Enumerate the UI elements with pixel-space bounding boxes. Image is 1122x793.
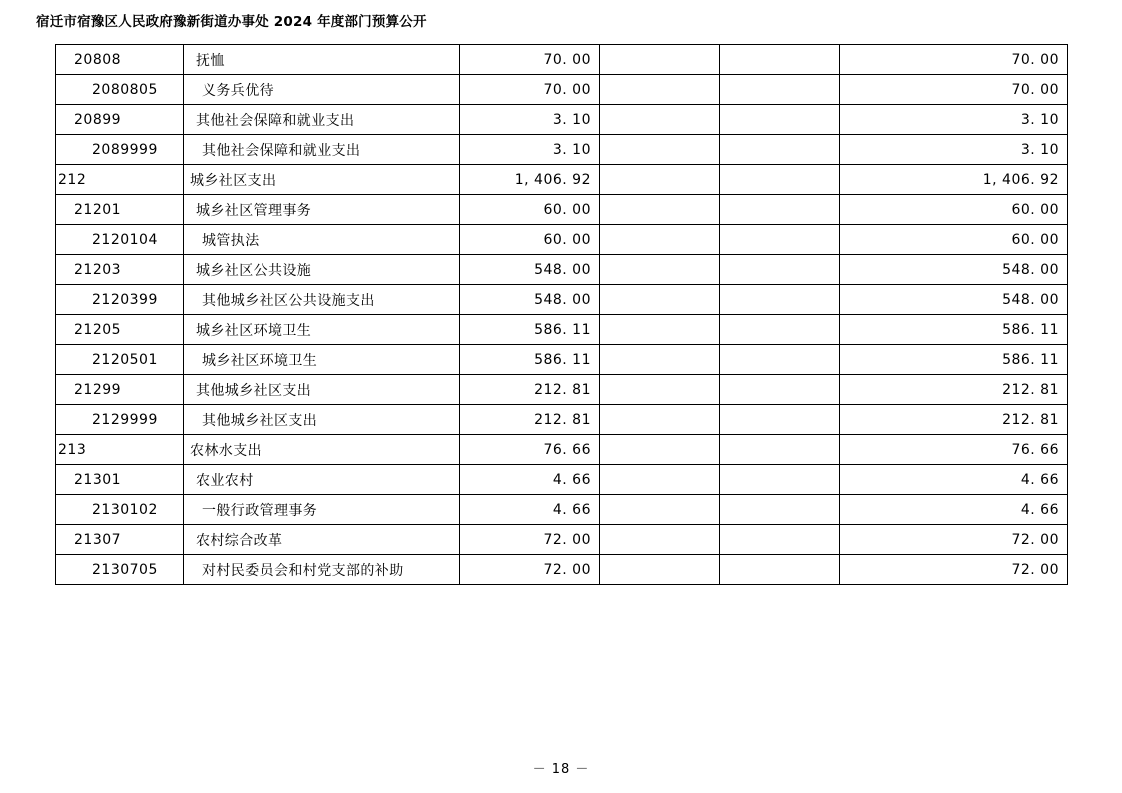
cell-amount3 [720,165,840,195]
cell-amount3 [720,375,840,405]
cell-name: 城乡社区管理事务 [184,195,460,225]
cell-amount3 [720,465,840,495]
cell-amount2 [600,75,720,105]
cell-amount1: 586. 11 [460,345,600,375]
cell-name: 农村综合改革 [184,525,460,555]
budget-table [55,44,1068,585]
cell-code: 2089999 [56,135,184,165]
cell-amount4: 548. 00 [840,285,1068,315]
cell-amount2 [600,165,720,195]
cell-amount4: 72. 00 [840,525,1068,555]
cell-amount3 [720,135,840,165]
cell-amount1: 76. 66 [460,435,600,465]
table-row [56,525,1068,555]
cell-amount4: 3. 10 [840,105,1068,135]
cell-code: 212 [56,165,184,195]
cell-name: 城管执法 [184,225,460,255]
cell-amount3 [720,225,840,255]
cell-amount4: 586. 11 [840,315,1068,345]
cell-amount1: 212. 81 [460,405,600,435]
cell-amount1: 4. 66 [460,465,600,495]
cell-amount3 [720,495,840,525]
cell-amount4: 3. 10 [840,135,1068,165]
table-row [56,105,1068,135]
table-row [56,285,1068,315]
cell-name: 农林水支出 [184,435,460,465]
cell-amount2 [600,315,720,345]
table-row [56,555,1068,585]
cell-name: 抚恤 [184,45,460,75]
cell-amount1: 60. 00 [460,225,600,255]
cell-code: 2120501 [56,345,184,375]
cell-amount4: 60. 00 [840,195,1068,225]
cell-name: 其他社会保障和就业支出 [184,135,460,165]
cell-name: 其他城乡社区公共设施支出 [184,285,460,315]
cell-code: 2130705 [56,555,184,585]
table-row [56,315,1068,345]
cell-amount2 [600,285,720,315]
cell-code: 20899 [56,105,184,135]
cell-amount1: 1, 406. 92 [460,165,600,195]
cell-amount3 [720,45,840,75]
cell-name: 城乡社区环境卫生 [184,315,460,345]
cell-amount3 [720,105,840,135]
cell-amount2 [600,345,720,375]
cell-name: 其他城乡社区支出 [184,405,460,435]
table-row [56,405,1068,435]
cell-amount3 [720,75,840,105]
cell-name: 城乡社区公共设施 [184,255,460,285]
cell-amount3 [720,285,840,315]
table-row [56,345,1068,375]
cell-amount2 [600,195,720,225]
cell-code: 213 [56,435,184,465]
cell-amount3 [720,555,840,585]
cell-amount2 [600,435,720,465]
cell-amount4: 60. 00 [840,225,1068,255]
cell-amount4: 586. 11 [840,345,1068,375]
table-row [56,195,1068,225]
table-row [56,45,1068,75]
cell-code: 21299 [56,375,184,405]
cell-code: 21201 [56,195,184,225]
cell-amount4: 4. 66 [840,495,1068,525]
cell-amount2 [600,465,720,495]
cell-amount2 [600,375,720,405]
cell-code: 21307 [56,525,184,555]
cell-amount1: 4. 66 [460,495,600,525]
cell-code: 2080805 [56,75,184,105]
cell-code: 2130102 [56,495,184,525]
cell-name: 其他城乡社区支出 [184,375,460,405]
cell-amount2 [600,255,720,285]
cell-amount4: 76. 66 [840,435,1068,465]
cell-amount1: 72. 00 [460,555,600,585]
cell-amount1: 3. 10 [460,135,600,165]
cell-amount3 [720,525,840,555]
cell-code: 2120104 [56,225,184,255]
table-row [56,165,1068,195]
page-number: － 18 － [532,762,590,777]
cell-code: 21203 [56,255,184,285]
cell-name: 义务兵优待 [184,75,460,105]
cell-amount4: 212. 81 [840,375,1068,405]
cell-amount2 [600,225,720,255]
table-row [56,495,1068,525]
cell-code: 2120399 [56,285,184,315]
cell-amount1: 72. 00 [460,525,600,555]
cell-amount2 [600,105,720,135]
cell-name: 其他社会保障和就业支出 [184,105,460,135]
cell-amount1: 586. 11 [460,315,600,345]
cell-amount4: 1, 406. 92 [840,165,1068,195]
cell-amount3 [720,315,840,345]
budget-table-body [56,45,1068,585]
cell-amount3 [720,195,840,225]
cell-amount2 [600,135,720,165]
table-row [56,375,1068,405]
cell-amount4: 70. 00 [840,45,1068,75]
cell-name: 对村民委员会和村党支部的补助 [184,555,460,585]
cell-code: 21205 [56,315,184,345]
cell-amount3 [720,345,840,375]
cell-amount2 [600,495,720,525]
cell-amount1: 70. 00 [460,45,600,75]
cell-amount4: 4. 66 [840,465,1068,495]
cell-amount1: 60. 00 [460,195,600,225]
table-row [56,135,1068,165]
cell-amount1: 3. 10 [460,105,600,135]
cell-amount1: 70. 00 [460,75,600,105]
table-row [56,465,1068,495]
cell-code: 20808 [56,45,184,75]
cell-amount2 [600,555,720,585]
cell-name: 一般行政管理事务 [184,495,460,525]
cell-amount3 [720,255,840,285]
cell-name: 城乡社区支出 [184,165,460,195]
cell-amount1: 548. 00 [460,285,600,315]
cell-amount2 [600,45,720,75]
table-row [56,75,1068,105]
table-row [56,435,1068,465]
cell-amount1: 548. 00 [460,255,600,285]
cell-amount3 [720,435,840,465]
cell-amount4: 548. 00 [840,255,1068,285]
cell-amount3 [720,405,840,435]
table-row [56,225,1068,255]
cell-amount2 [600,525,720,555]
cell-amount1: 212. 81 [460,375,600,405]
cell-name: 城乡社区环境卫生 [184,345,460,375]
table-row [56,255,1068,285]
budget-table-container [55,44,1067,585]
cell-amount4: 212. 81 [840,405,1068,435]
cell-name: 农业农村 [184,465,460,495]
cell-code: 2129999 [56,405,184,435]
cell-code: 21301 [56,465,184,495]
cell-amount4: 70. 00 [840,75,1068,105]
page-title: 宿迁市宿豫区人民政府豫新街道办事处 2024 年度部门预算公开 [36,14,427,30]
cell-amount2 [600,405,720,435]
cell-amount4: 72. 00 [840,555,1068,585]
